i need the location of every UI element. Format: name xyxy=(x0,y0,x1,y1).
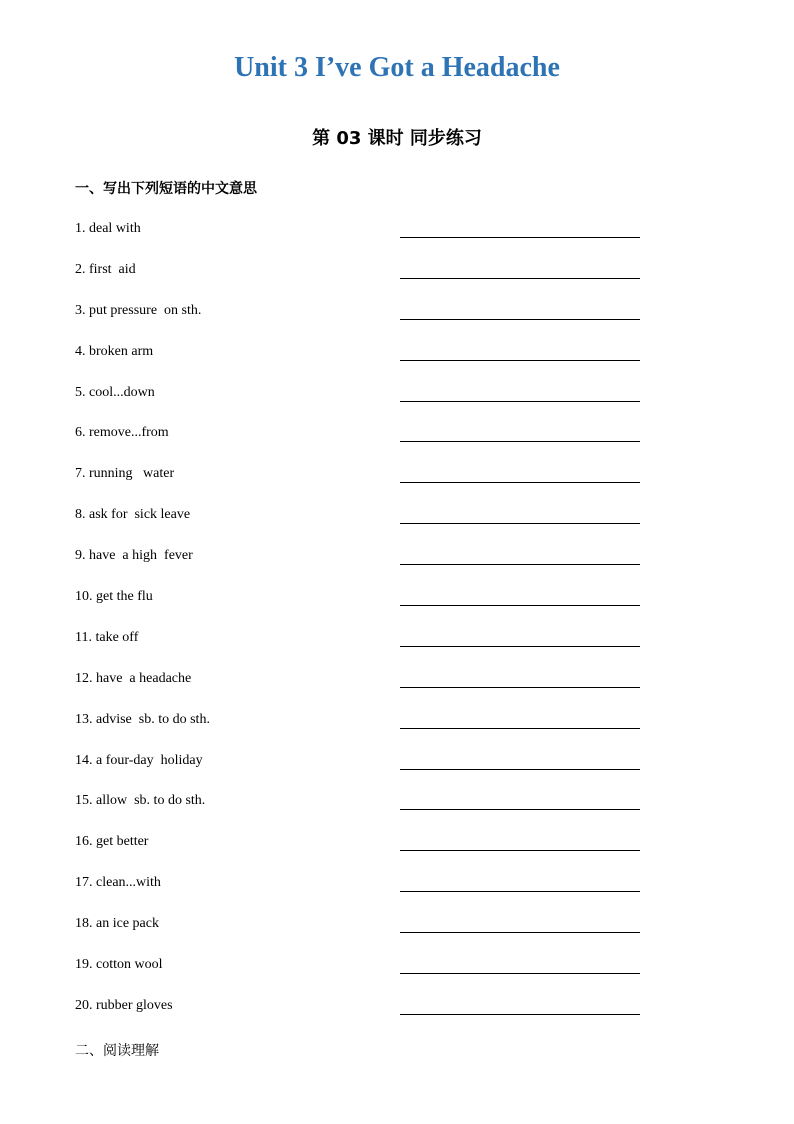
item-label: 8. ask for sick leave xyxy=(75,507,191,523)
item-label: 6. remove...from xyxy=(75,425,169,441)
answer-line[interactable] xyxy=(400,973,640,974)
answer-line[interactable] xyxy=(400,278,640,279)
answer-line[interactable] xyxy=(400,1014,640,1015)
exercise-item xyxy=(75,830,640,871)
item-label: 4. broken arm xyxy=(75,343,154,359)
answer-line[interactable] xyxy=(400,401,640,402)
exercise-item xyxy=(75,708,640,749)
answer-line[interactable] xyxy=(400,809,640,810)
lesson-subtitle: 第 03 课时 同步练习 xyxy=(312,128,482,149)
exercise-item xyxy=(75,462,640,503)
item-label: 2. first aid xyxy=(75,261,136,277)
exercise-item xyxy=(75,299,640,340)
exercise-item xyxy=(75,340,640,381)
exercise-item xyxy=(75,789,640,830)
answer-line[interactable] xyxy=(400,687,640,688)
answer-line[interactable] xyxy=(400,769,640,770)
item-label: 3. put pressure on sth. xyxy=(75,302,202,318)
answer-line[interactable] xyxy=(400,728,640,729)
exercise-item xyxy=(75,258,640,299)
exercise-item xyxy=(75,217,640,258)
exercise-item xyxy=(75,871,640,912)
item-label: 17. clean...with xyxy=(75,875,161,891)
exercise-item xyxy=(75,503,640,544)
answer-line[interactable] xyxy=(400,646,640,647)
answer-line[interactable] xyxy=(400,360,640,361)
answer-line[interactable] xyxy=(400,482,640,483)
item-label: 9. have a high fever xyxy=(75,548,193,564)
item-label: 16. get better xyxy=(75,834,149,850)
answer-line[interactable] xyxy=(400,850,640,851)
exercise-item xyxy=(75,667,640,708)
item-label: 12. have a headache xyxy=(75,670,192,686)
exercise-item xyxy=(75,381,640,422)
answer-line[interactable] xyxy=(400,605,640,606)
exercise-item xyxy=(75,912,640,953)
item-label: 10. get the flu xyxy=(75,589,153,605)
exercise-item xyxy=(75,953,640,994)
item-label: 13. advise sb. to do sth. xyxy=(75,711,210,727)
answer-line[interactable] xyxy=(400,237,640,238)
section-heading-reading: 二、阅读理解 xyxy=(75,1043,159,1059)
item-label: 1. deal with xyxy=(75,221,141,236)
answer-line[interactable] xyxy=(400,932,640,933)
answer-line[interactable] xyxy=(400,523,640,524)
exercise-item xyxy=(75,749,640,790)
answer-line[interactable] xyxy=(400,319,640,320)
answer-line[interactable] xyxy=(400,564,640,565)
exercise-item xyxy=(75,994,640,1035)
section-heading-translate: 一、写出下列短语的中文意思 xyxy=(75,181,257,197)
page-title: Unit 3 I’ve Got a Headache xyxy=(234,52,560,83)
item-label: 20. rubber gloves xyxy=(75,997,173,1013)
item-label: 11. take off xyxy=(75,629,139,645)
exercise-item xyxy=(75,421,640,462)
answer-line[interactable] xyxy=(400,441,640,442)
exercise-list xyxy=(75,217,640,1035)
item-label: 7. running water xyxy=(75,466,175,482)
item-label: 18. an ice pack xyxy=(75,916,159,932)
exercise-item xyxy=(75,544,640,585)
exercise-item xyxy=(75,585,640,626)
item-label: 19. cotton wool xyxy=(75,957,163,973)
answer-line[interactable] xyxy=(400,891,640,892)
item-label: 15. allow sb. to do sth. xyxy=(75,793,206,809)
item-label: 5. cool...down xyxy=(75,384,155,400)
item-label: 14. a four-day holiday xyxy=(75,752,203,768)
exercise-item xyxy=(75,626,640,667)
